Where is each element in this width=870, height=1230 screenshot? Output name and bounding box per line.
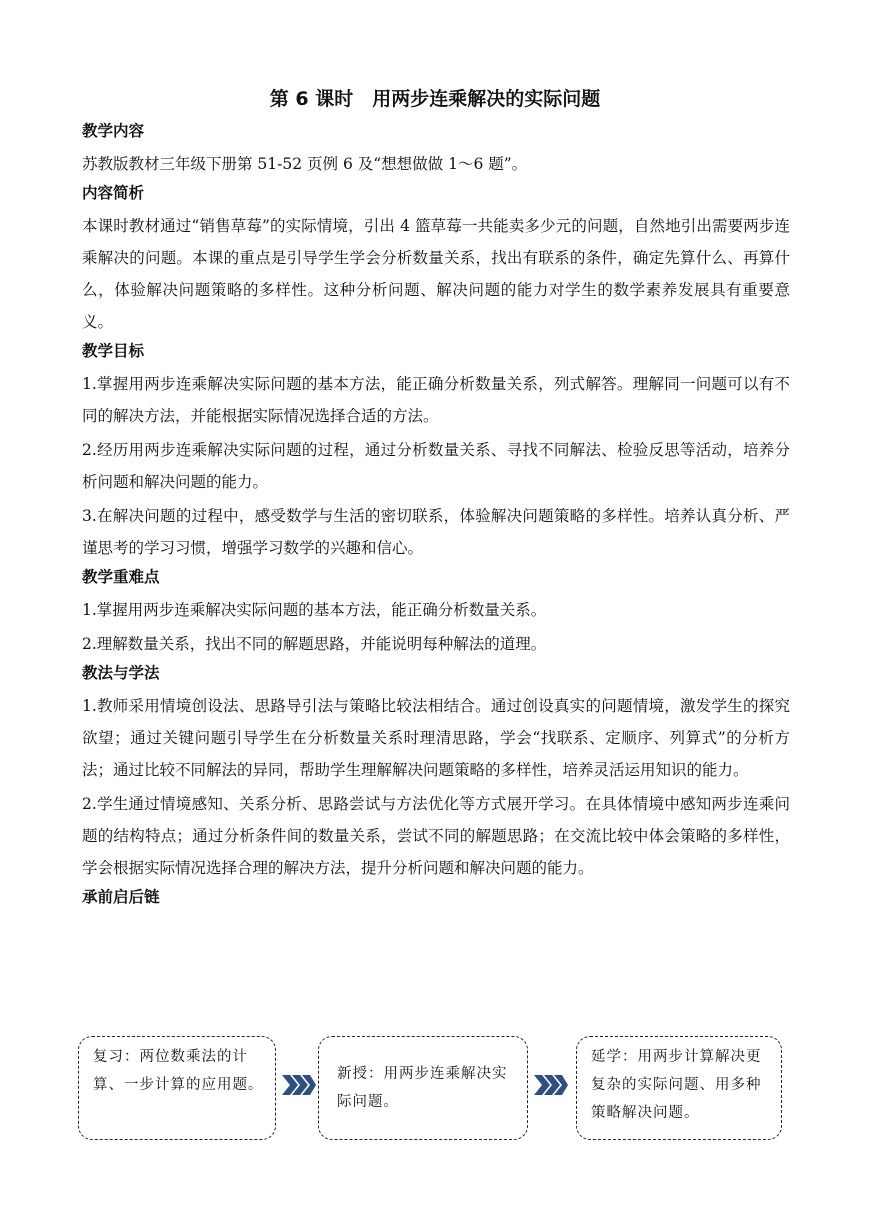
new-lesson-box <box>318 1036 528 1140</box>
paragraph: 1.掌握用两步连乘解决实际问题的基本方法，能正确分析数量关系，列式解答。理解同一问题可以有不同的解决方法，并能根据实际情况选择合适的方法。 <box>82 375 790 425</box>
section-heading: 教学目标 <box>82 342 145 360</box>
extension-box: 延学：用两步计算解决更复杂的实际问题、用多种策略解决问题。 <box>576 1036 782 1140</box>
review-box: 复习：两位数乘法的计算、一步计算的应用题。 <box>78 1036 276 1140</box>
chain-diagram <box>78 1036 788 1144</box>
section-heading: 教学内容 <box>82 122 145 140</box>
paragraph: 本课时教材通过“销售草莓”的实际情境，引出 4 篮草莓一共能卖多少元的问题，自然地引出需要两步连乘解决的问题。本课的重点是引导学生学会分析数量关系，找出有联系的条件，确定先算什么、再算什么，体验解决问题策略的多样性。这种分析问题、解决问题的能力对学生的数学素养发展具有重要意义。 <box>82 217 790 331</box>
section-heading: 教法与学法 <box>82 664 160 682</box>
paragraph: 2.理解数量关系，找出不同的解题思路，并能说明每种解法的道理。 <box>82 635 547 653</box>
section-key-difficult-points <box>82 566 790 660</box>
section-teaching-content <box>82 120 790 180</box>
section-teaching-goals <box>82 340 790 564</box>
section-methods <box>82 662 790 884</box>
section-chain <box>82 886 790 908</box>
document-body <box>82 118 790 914</box>
section-heading: 承前启后链 <box>82 888 160 906</box>
paragraph: 1.掌握用两步连乘解决实际问题的基本方法，能正确分析数量关系。 <box>82 601 547 619</box>
page-title: 第 6 课时 用两步连乘解决的实际问题 <box>269 88 601 110</box>
paragraph: 2.学生通过情境感知、关系分析、思路尝试与方法优化等方式展开学习。在具体情境中感知两步连乘问题的结构特点；通过分析条件间的数量关系，尝试不同的解题思路；在交流比较中体会策略的多样性，学会根据实际情况选择合理的解决方法，提升分析问题和解决问题的能力。 <box>82 795 790 877</box>
new-lesson-text: 新授：用两步连乘解决实际问题。 <box>337 1066 508 1110</box>
section-heading: 内容简析 <box>82 184 145 202</box>
paragraph: 1.教师采用情境创设法、思路导引法与策略比较法相结合。通过创设真实的问题情境，激发学生的探究欲望；通过关键问题引导学生在分析数量关系时理清思路，学会“找联系、定顺序、列算式”的分析方法；通过比较不同解法的异同，帮助学生理解解决问题策略的多样性，培养灵活运用知识的能力。 <box>82 697 790 779</box>
double-chevron-right-icon <box>534 1073 568 1097</box>
paragraph: 2.经历用两步连乘解决实际问题的过程，通过分析数量关系、寻找不同解法、检验反思等活动，培养分析问题和解决问题的能力。 <box>82 441 790 491</box>
section-content-analysis <box>82 182 790 338</box>
double-chevron-right-icon <box>282 1073 316 1097</box>
paragraph: 苏教版教材三年级下册第 51-52 页例 6 及“想想做做 1～6 题”。 <box>82 155 528 173</box>
paragraph: 3.在解决问题的过程中，感受数学与生活的密切联系，体验解决问题策略的多样性。培养认真分析、严谨思考的学习习惯，增强学习数学的兴趣和信心。 <box>82 507 790 557</box>
section-heading: 教学重难点 <box>82 568 160 586</box>
